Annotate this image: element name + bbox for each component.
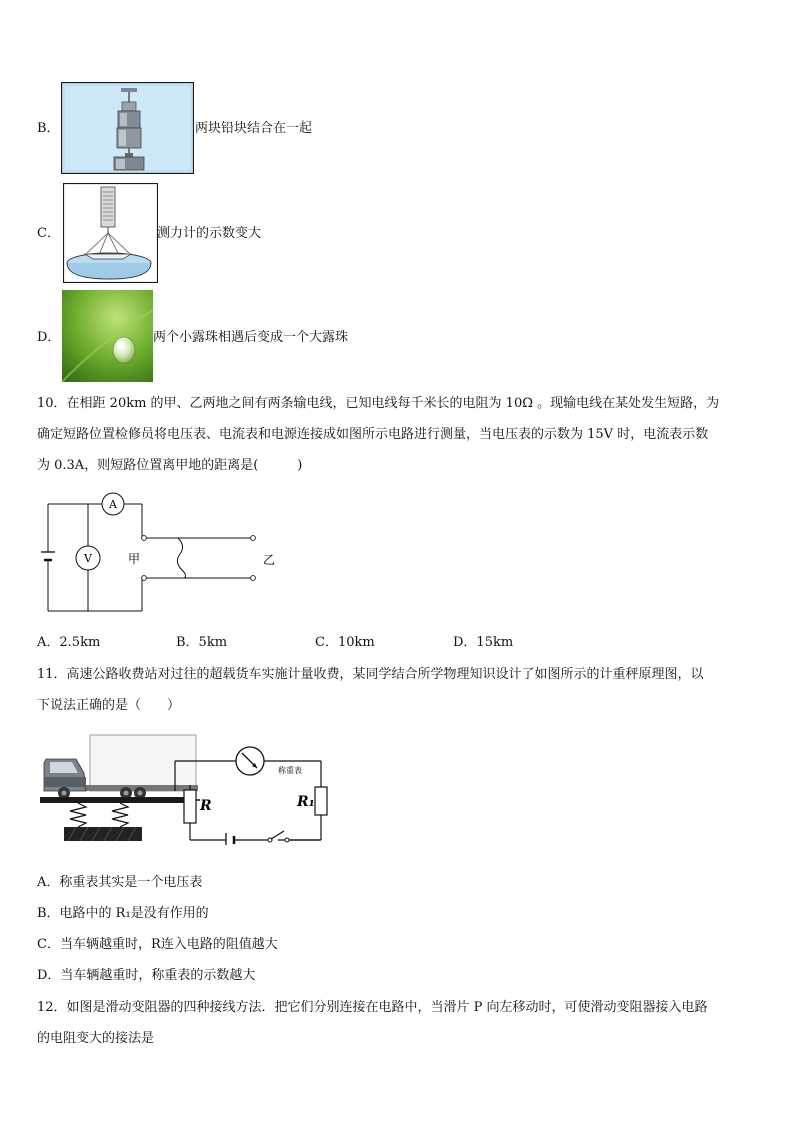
q10-choice-b: B．5km [176, 635, 228, 650]
q11-text-line2: 下说法正确的是（ ） [37, 698, 181, 713]
dewdrop-leaf-image [62, 290, 153, 382]
jia-label: 甲 [127, 552, 141, 566]
q11-choice-c: C．当车辆越重时，R连入电路的阻值越大 [37, 937, 278, 952]
q10-choice-d: D．15km [453, 635, 514, 650]
option-b-label: B． [37, 121, 60, 136]
lead-blocks-image [61, 82, 194, 174]
ammeter-label: A [109, 498, 117, 511]
q10-choice-c: C．10km [315, 635, 375, 650]
r-label: R [200, 798, 212, 814]
q11-text-line1: 11．高速公路收费站对过往的超载货车实施计量收费，某同学结合所学物理知识设计了如图所示的计重秤原理图，以 [37, 667, 704, 682]
q10-text-line1: 10．在相距 20km 的甲、乙两地之间有两条输电线，已知电线每千米长的电阻为 10Ω 。现输电线在某处发生短路，为 [37, 396, 720, 411]
q10-circuit-diagram [40, 490, 290, 615]
yi-label: 乙 [262, 553, 276, 567]
r1-label: R₁ [297, 794, 315, 810]
q11-choice-d: D．当车辆越重时，称重表的示数越大 [37, 968, 256, 983]
option-d-caption: 两个小露珠相遇后变成一个大露珠 [153, 330, 349, 345]
option-b-caption: 两块铅块结合在一起 [195, 121, 313, 136]
option-c-label: C． [37, 226, 60, 241]
voltmeter-label: V [84, 552, 92, 565]
meter-label: 称重表 [278, 766, 302, 775]
q12-text-line2: 的电阻变大的接法是 [37, 1031, 155, 1046]
option-d-label: D． [37, 330, 61, 345]
q11-weighing-diagram [40, 733, 330, 845]
q11-choice-b: B．电路中的 R₁是没有作用的 [37, 906, 209, 921]
q12-text-line1: 12．如图是滑动变阻器的四种接线方法．把它们分别连接在电路中，当滑片 P 向左移动时，可使滑动变阻器接入电路 [37, 1000, 708, 1015]
q10-text-line2: 确定短路位置检修员将电压表、电流表和电源连接成如图所示电路进行测量，当电压表的示数为 15V 时，电流表示数 [37, 427, 709, 442]
q11-choice-a: A．称重表其实是一个电压表 [37, 875, 203, 890]
option-c-caption: 测力计的示数变大 [157, 226, 262, 241]
spring-scale-image [63, 183, 158, 283]
q10-text-line3: 为 0.3A，则短路位置离甲地的距离是( ) [37, 458, 303, 473]
q10-choice-a: A．2.5km [37, 635, 101, 650]
